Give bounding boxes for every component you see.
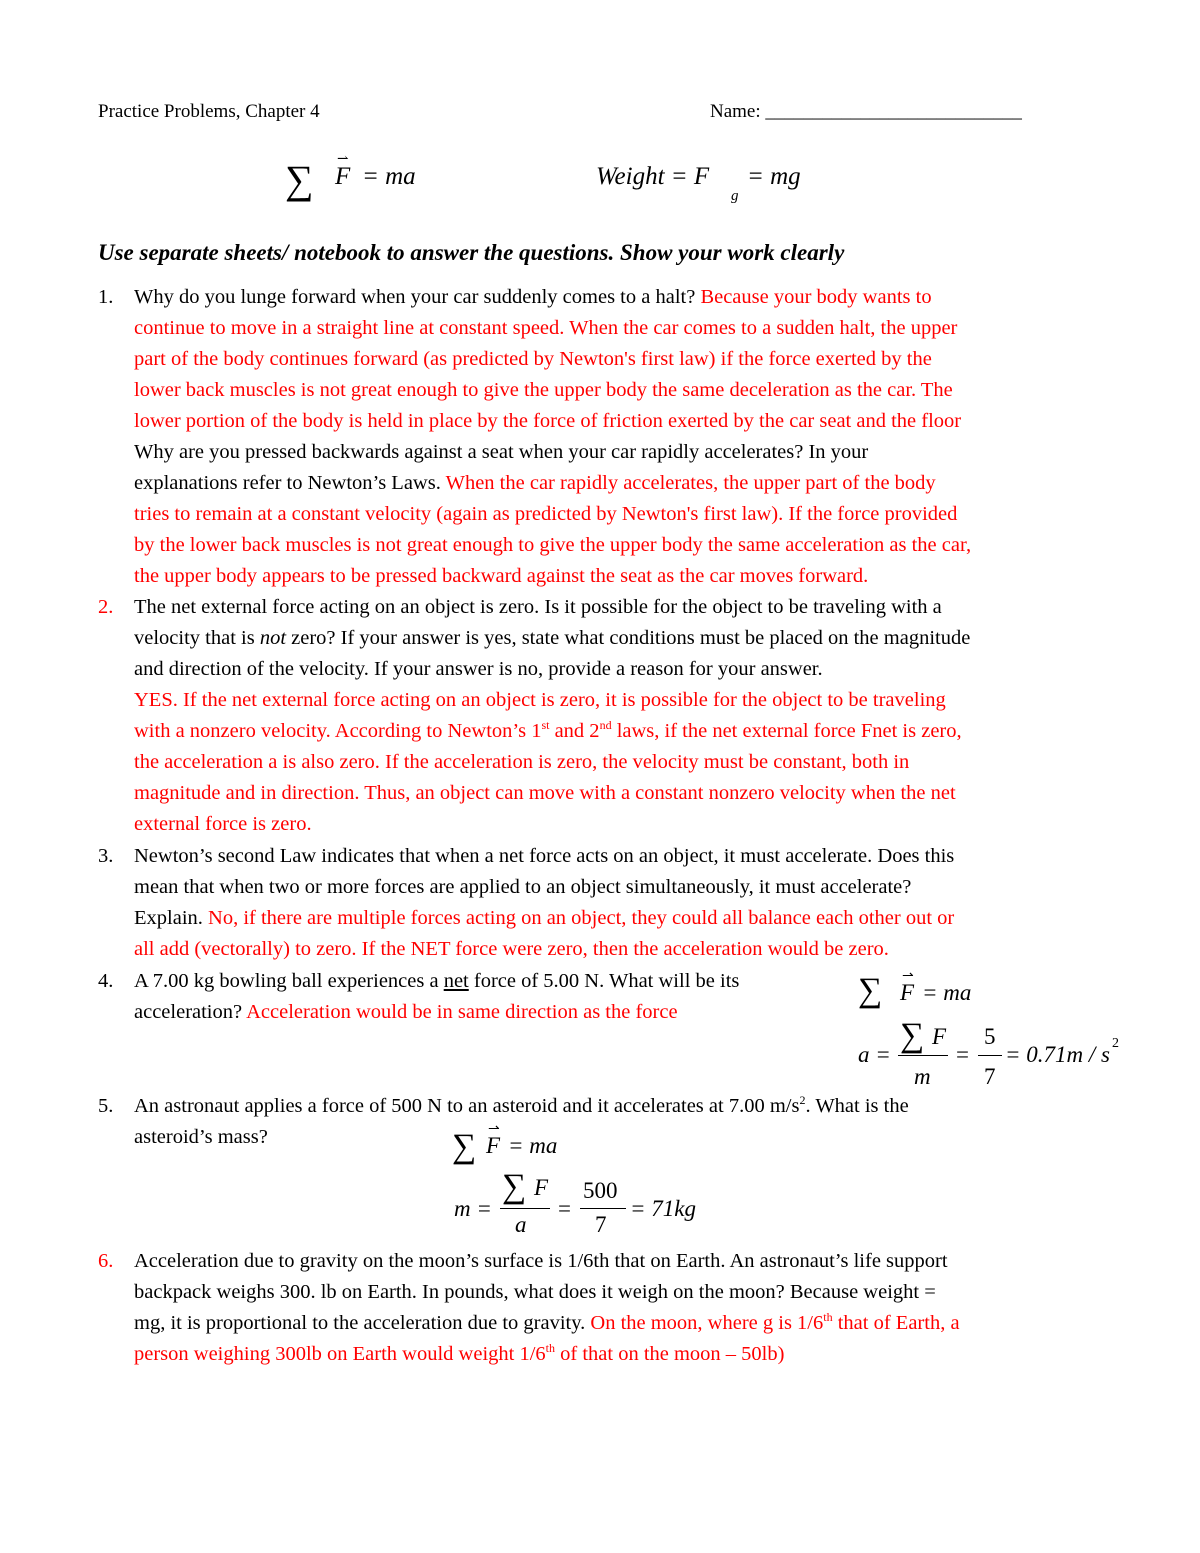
question-3 <box>98 841 1108 965</box>
question-number: 2. <box>98 596 114 618</box>
sigma-symbol: ∑ <box>285 157 314 202</box>
fraction-numerator: 5 <box>984 1024 996 1049</box>
question-4 <box>98 966 838 1028</box>
question-text: Explain. <box>134 907 209 929</box>
question-number: 1. <box>98 286 114 308</box>
answer-text: by the lower back muscles is not great enough to give the upper body the same acceleration as the car, <box>134 534 972 556</box>
fraction-denominator: 7 <box>984 1064 996 1089</box>
fraction-numerator: 500 <box>583 1178 618 1203</box>
equation-rhs: = ma <box>922 980 972 1005</box>
question-text: Acceleration due to gravity on the moon’s surface is 1/6th that on Earth. An astronaut’s life support <box>134 1250 948 1272</box>
question-5 <box>98 1091 1108 1153</box>
equals-sign: = <box>558 1196 571 1221</box>
equation-result: = 0.71m / s <box>1005 1042 1110 1067</box>
question-number: 6. <box>98 1250 114 1272</box>
question-number: 3. <box>98 845 114 867</box>
question-text: explanations refer to Newton’s Laws. <box>134 472 446 494</box>
sigma-symbol: ∑ <box>502 1168 527 1205</box>
question-text: mean that when two or more forces are applied to an object simultaneously, it must accelerate? <box>134 876 912 898</box>
question-6 <box>98 1246 1108 1370</box>
question-text: Why do you lunge forward when your car suddenly comes to a halt? <box>134 286 701 308</box>
question-text: A 7.00 kg bowling ball experiences a net force of 5.00 N. What will be its <box>134 970 740 992</box>
fraction-bar <box>898 1055 948 1056</box>
question-2 <box>98 592 1108 840</box>
weight-subscript: g <box>731 188 739 204</box>
fraction-denominator: m <box>914 1064 931 1089</box>
sigma-symbol: ∑ <box>452 1128 477 1165</box>
fraction-denominator: a <box>515 1212 527 1237</box>
question-text: Why are you pressed backwards against a seat when your car rapidly accelerates? In your <box>134 441 869 463</box>
equation-rhs: = ma <box>508 1133 558 1158</box>
answer-text: tries to remain at a constant velocity (again as predicted by Newton's first law). If the force provided <box>134 503 958 525</box>
instruction-heading: Use separate sheets/ notebook to answer the questions. Show your work clearly <box>98 240 845 265</box>
answer-text: magnitude and in direction. Thus, an object can move with a constant nonzero velocity when the net <box>134 782 956 804</box>
weight-lhs: Weight = F <box>596 163 710 190</box>
question-text: velocity that is not zero? If your answer is yes, state what conditions must be placed on the magnitude <box>134 627 971 649</box>
question-text: mg, it is proportional to the acceleration due to gravity. <box>134 1312 591 1334</box>
answer-text: continue to move in a straight line at constant speed. When the car comes to a sudden halt, the upper <box>134 317 958 339</box>
fraction-numerator: F <box>932 1024 947 1049</box>
force-vector: F ⇀ <box>900 969 915 1005</box>
newton-rhs: = ma <box>362 163 416 190</box>
question-number: 4. <box>98 970 114 992</box>
answer-text: the upper body appears to be pressed backward against the seat as the car moves forward. <box>134 565 869 587</box>
question-text: and direction of the velocity. If your answer is no, provide a reason for your answer. <box>134 658 823 680</box>
equation-result: = 71kg <box>630 1196 696 1221</box>
answer-text: external force is zero. <box>134 813 312 835</box>
sigma-symbol: ∑ <box>858 972 883 1009</box>
sigma-symbol: ∑ <box>900 1017 925 1054</box>
fraction-denominator: 7 <box>595 1212 607 1237</box>
answer-text: On the moon, where g is 1/6th that of Earth, a <box>590 1310 960 1334</box>
answer-text: When the car rapidly accelerates, the upper part of the body <box>445 472 936 494</box>
name-field-label: Name: ___________________________ <box>710 101 1022 122</box>
fraction-bar <box>580 1208 626 1209</box>
fraction-bar <box>500 1208 550 1209</box>
answer-text: with a nonzero velocity. According to Newton’s 1st and 2nd laws, if the net external force Fnet is zero, <box>134 718 962 742</box>
question-text: Newton’s second Law indicates that when a net force acts on an object, it must accelerate. Does this <box>134 845 955 867</box>
page-title: Practice Problems, Chapter 4 <box>98 101 320 122</box>
question-text: The net external force acting on an object is zero. Is it possible for the object to be traveling with a <box>134 596 942 618</box>
force-vector: F ⇀ <box>486 1122 501 1158</box>
question-text: An astronaut applies a force of 500 N to an asteroid and it accelerates at 7.00 $m/s^2$. What is the <box>134 1093 909 1117</box>
question-text: acceleration? <box>134 1001 247 1023</box>
question-text: asteroid’s mass? <box>134 1126 268 1148</box>
equals-sign: = <box>956 1042 969 1067</box>
answer-text: the acceleration a is also zero. If the acceleration is zero, the velocity must be constant, both in <box>134 751 910 773</box>
answer-text: Acceleration would be in same direction as the force <box>246 1001 678 1023</box>
answer-text: person weighing 300lb on Earth would weight 1/6th of that on the moon – 50lb) <box>134 1341 785 1365</box>
answer-text: all add (vectorally) to zero. If the NET force were zero, then the acceleration would be zero. <box>134 938 889 960</box>
answer-text: No, if there are multiple forces acting on an object, they could all balance each other out or <box>208 907 955 929</box>
answer-text: lower portion of the body is held in place by the force of friction exerted by the car seat and the floor <box>134 410 962 432</box>
equation-lhs: a = <box>858 1042 891 1067</box>
answer-text: lower back muscles is not great enough to give the upper body the same deceleration as the car. The <box>134 379 953 401</box>
equation-lhs: m = <box>454 1196 492 1221</box>
question-1 <box>98 282 1108 592</box>
fraction-numerator: F <box>534 1175 549 1200</box>
answer-text: YES. If the net external force acting on an object is zero, it is possible for the object to be traveling <box>134 689 946 711</box>
fraction-bar <box>978 1055 1002 1056</box>
force-vector: F ⇀ <box>335 152 351 190</box>
weight-rhs: = mg <box>747 163 801 190</box>
question-text: backpack weighs 300. lb on Earth. In pounds, what does it weigh on the moon? Because weight = <box>134 1281 936 1303</box>
question-number: 5. <box>98 1095 114 1117</box>
answer-text: Because your body wants to <box>700 286 932 308</box>
answer-text: part of the body continues forward (as predicted by Newton's first law) if the force exerted by the <box>134 348 932 370</box>
exponent: 2 <box>1112 1036 1119 1051</box>
